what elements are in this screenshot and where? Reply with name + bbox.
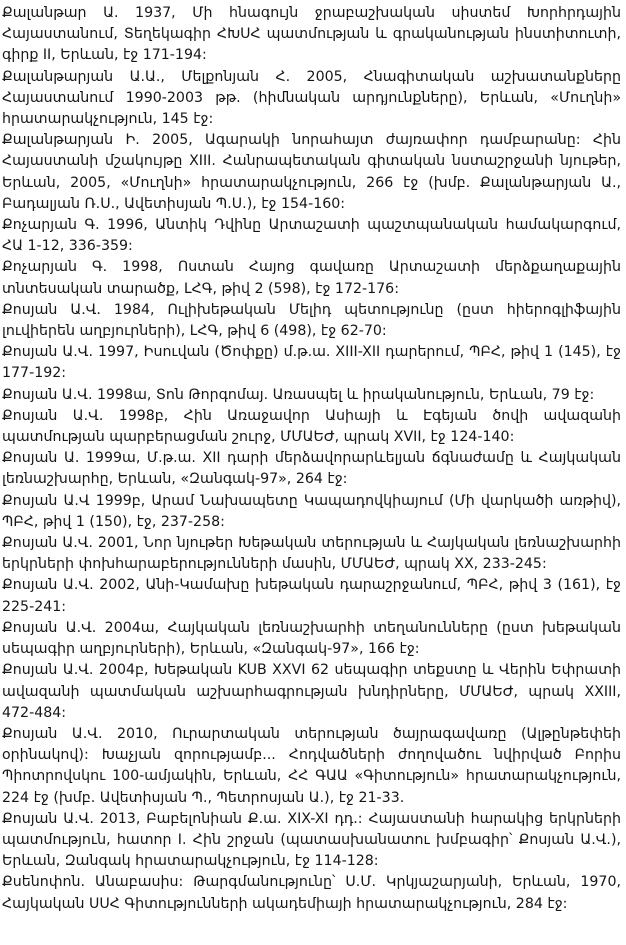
reference-text: Քալանթար Ա. 1937, Մի հնագույն ջրաբաշխական սիստեմ Խորհրդային Հայաստանում, Տեղեկագիր ՀԽՍՀ պատմության և գրականության ինստիտուտի, գիրք II, Երևան, էջ 171-194: bbox=[2, 5, 621, 64]
reference-entry bbox=[2, 533, 621, 575]
reference-entry bbox=[2, 575, 621, 617]
reference-entry bbox=[2, 618, 621, 660]
reference-text: Քոսյան Ա.Վ. 2004բ, Խեթական KUB XXVI 62 սեպագիր տեքստը և Վերին Եփրատի ավազանի պատմական աշխարհագրության խնդիրները, ՄՄԱԵԺ, պրակ XXIII, 472-484: bbox=[2, 662, 621, 721]
reference-entry bbox=[2, 448, 621, 490]
reference-entry bbox=[2, 3, 621, 67]
reference-entry bbox=[2, 300, 621, 342]
reference-entry bbox=[2, 809, 621, 873]
reference-text: Քոչարյան Գ. 1996, Անտիկ Դվինը Արտաշատի պաշտպանական համակարգում, ՀԱ 1-12, 336-359: bbox=[2, 217, 621, 255]
reference-entry bbox=[2, 406, 621, 448]
reference-text: Քոսյան Ա.Վ. 1997, Իսուվան (Ծոփքը) մ.թ.ա. XIII-XII դարերում, ՊԲՀ, թիվ 1 (145), էջ 177-192: bbox=[2, 344, 621, 382]
reference-entry bbox=[2, 342, 621, 384]
reference-text: Քսենոփոն. Անաբասիս: Թարգմանությունը՝ Ս.Մ. Կրկյաշարյանի, Երևան, 1970, Հայկական ՍՍՀ Գիտությունների ակադեմիայի հրատարակչություն, 284 էջ: bbox=[2, 874, 621, 912]
reference-text: Քալանթարյան Ի. 2005, Ագարակի նորահայտ ժայռափոր դամբարանը: Հին Հայաստանի մշակույթը XIII. Հանրապետական գիտական նստաշրջանի նյութեր, Երևան, 2005, «Մուղնի» հրատարակչություն, 266 էջ (խմբ. Քալանթարյան Ա., Բադալյան Ռ.Ս., Ավետիսյան Պ.Ս.), էջ 154-160: bbox=[2, 132, 621, 212]
reference-text: Քոսյան Ա.Վ. 2013, Բաբելոնիան Ք.ա. XIX-XI դդ.: Հայաստանի հարակից երկրների պատմություն, հատոր I. Հին շրջան (պատասխանատու խմբագիր՝ Քոսյան Ա.Վ.), Երևան, Զանգակ հրատարակչություն, էջ 114-128: bbox=[2, 810, 621, 870]
reference-text: Քոսյան Ա.Վ. 2004ա, Հայկական լեռնաշխարհի տեղանունները (ըստ խեթական սեպագիր աղբյուրների), Երևան, «Զանգակ-97», 166 էջ: bbox=[2, 619, 621, 658]
reference-entry bbox=[2, 724, 621, 809]
reference-entry bbox=[2, 67, 621, 131]
reference-text: Քոսյան Ա.Վ. 1998բ, Հին Առաջավոր Ասիայի և Էգեյան ծովի ավազանի պատմության պարբերացման շուրջ, ՄՄԱԵԺ, պրակ XVII, էջ 124-140: bbox=[2, 407, 621, 446]
reference-entry bbox=[2, 872, 621, 914]
reference-text: Քոսյան Ա.Վ. 1984, Ուլիխեթական Մելիդ պետությունը (ըստ հիերոգլիֆային լուվիերեն աղբյուրների), ԼՀԳ, թիվ 6 (498), էջ 62-70: bbox=[2, 301, 621, 340]
reference-entry bbox=[2, 215, 621, 257]
reference-text: Քոսյան Ա.Վ. 2002, Անի-Կամախը խեթական դարաշրջանում, ՊԲՀ, թիվ 3 (161), էջ 225-241: bbox=[2, 577, 621, 615]
reference-entry bbox=[2, 660, 621, 724]
reference-text: Քոսյան Ա. 1999ա, Մ.թ.ա. XII դարի մերձավորարևելյան ճգնաժամը և Հայկական լեռնաշխարհը, Երևան, «Զանգակ-97», 264 էջ: bbox=[2, 450, 621, 488]
reference-entry bbox=[2, 491, 621, 533]
reference-text: Քոսյան Ա.Վ 1999բ, Արամ Նախապետը Կապադովկիայում (Մի վարկածի առթիվ), ՊԲՀ, թիվ 1 (150), էջ, 237-258: bbox=[2, 492, 621, 530]
reference-text: Քալանթարյան Ա.Ա., Մելքոնյան Հ. 2005, Հնագիտական աշխատանքները Հայաստանում 1990-2003 թթ. (հիմնական արդյունքները), Երևան, «Մուղնի» հրատարակչություն, 145 էջ: bbox=[2, 68, 621, 128]
reference-entry bbox=[2, 385, 621, 406]
reference-text: Քոսյան Ա.Վ. 1998ա, Տոն Թորգոմայ. Առասպել և իրականություն, Երևան, 79 էջ: bbox=[2, 386, 595, 403]
reference-entry bbox=[2, 130, 621, 215]
reference-text: Քոսյան Ա.Վ. 2001, Նոր նյութեր Խեթական տերության և Հայկական լեռնաշխարհի երկրների փոխհարաբերությունների մասին, ՄՄԱԵԺ, պրակ XX, 233-245: bbox=[2, 535, 621, 573]
reference-text: Քոչարյան Գ. 1998, Ոստան Հայոց գավառը Արտաշատի մերձքաղաքային տնտեսական տարածք, ԼՀԳ, թիվ 2 (598), էջ 172-176: bbox=[2, 259, 621, 297]
reference-entry bbox=[2, 257, 621, 299]
reference-text: Քոսյան Ա.Վ. 2010, Ուրարտական տերության ծայրագավառը (Ալթընթեփեի օրինակով): Խաչյան զորությամբ... Հոդվածների ժողովածու նվիրված Բորիս Պիոտրովսկու 100-ամյակին, Երևան, ՀՀ ԳԱԱ «Գիտություն» հրատարակչություն, 224 էջ (խմբ. Ավետիսյան Պ., Պետրոսյան Ա.), էջ 21-33. bbox=[2, 725, 621, 806]
